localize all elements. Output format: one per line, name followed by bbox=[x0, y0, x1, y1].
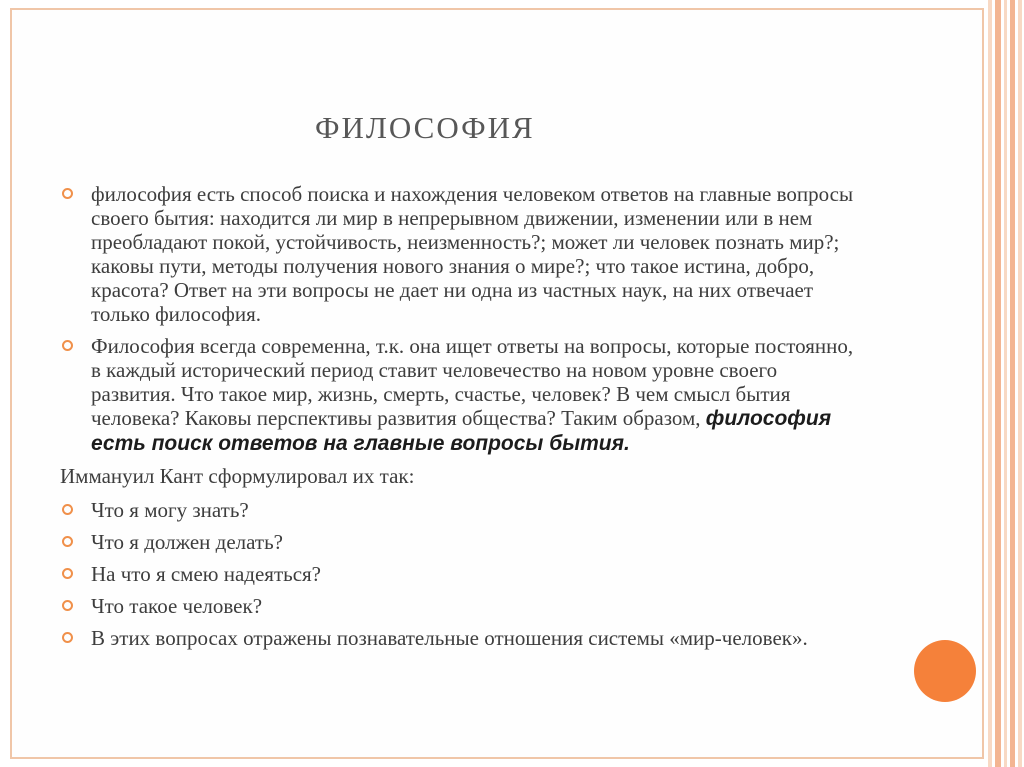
bullet-item bbox=[60, 334, 860, 456]
stripe bbox=[1018, 0, 1022, 767]
paragraph-modernity: Философия всегда современна, т.к. она ищет ответы на вопросы, которые постоянно, в каждый исторический период ставит человечество на новом уровне своего развития. Что такое мир, жизнь, смерть, счастье, человек? В чем смысл бытия человека? Каковы перспективы развития общества? Таким образом, bbox=[91, 334, 854, 430]
bullet-circle-icon bbox=[62, 536, 73, 547]
stripe bbox=[1004, 0, 1007, 767]
bullet-item bbox=[60, 626, 860, 650]
question-text: Что такое человек? bbox=[91, 594, 263, 618]
question-text: На что я смею надеяться? bbox=[91, 562, 322, 586]
stripe bbox=[995, 0, 1001, 767]
question-item bbox=[60, 594, 860, 618]
bullet-circle-icon bbox=[62, 504, 73, 515]
emphasis-text: философия есть поиск ответов на главные вопросы бытия. bbox=[91, 407, 832, 455]
bullet-circle-icon bbox=[62, 340, 73, 351]
bullet-circle-icon bbox=[62, 568, 73, 579]
bullet-circle-icon bbox=[62, 600, 73, 611]
stripe bbox=[988, 0, 992, 767]
stripe bbox=[1010, 0, 1015, 767]
slide-content bbox=[60, 182, 860, 658]
bullet-circle-icon bbox=[62, 632, 73, 643]
slide-title: ФИЛОСОФИЯ bbox=[315, 110, 535, 145]
bullet-circle-icon bbox=[62, 188, 73, 199]
kant-intro: Иммануил Кант сформулировал их так: bbox=[60, 464, 415, 488]
question-item bbox=[60, 498, 860, 522]
bullet-item bbox=[60, 182, 860, 326]
question-text: Что я должен делать? bbox=[91, 530, 283, 554]
question-item bbox=[60, 530, 860, 554]
decorative-stripes bbox=[988, 0, 1024, 767]
question-item bbox=[60, 562, 860, 586]
conclusion-text: В этих вопросах отражены познавательные отношения системы «мир-человек». bbox=[91, 626, 808, 650]
accent-circle bbox=[914, 640, 976, 702]
paragraph-definition: философия есть способ поиска и нахождения человеком ответов на главные вопросы своего бытия: находится ли мир в непрерывном движении, изменении или в нем преобладают покой, устойчивость, неизменность?; может ли человек познать мир?; каковы пути, методы получения нового знания о мире?; что такое истина, добро, красота? Ответ на эти вопросы не дает ни одна из частных наук, на них отвечает только философия. bbox=[91, 182, 854, 326]
question-text: Что я могу знать? bbox=[91, 498, 249, 522]
